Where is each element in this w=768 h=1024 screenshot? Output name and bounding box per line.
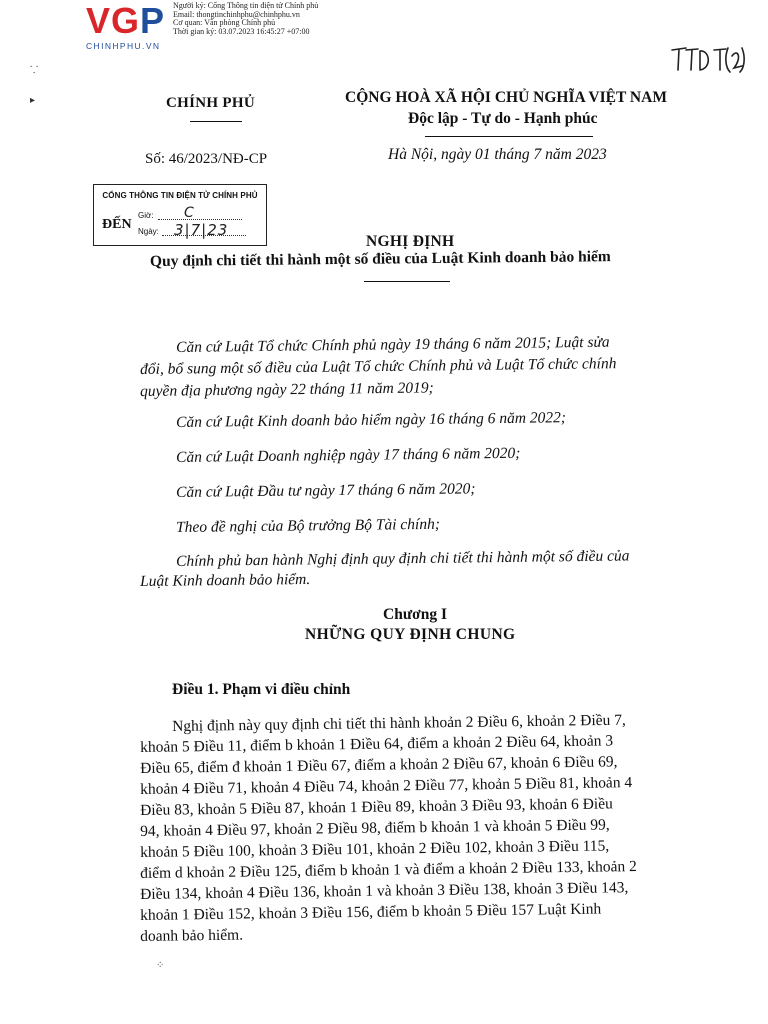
article-title: Điều 1. Phạm vi điều chỉnh [172,681,351,698]
stamp-time-value: C [184,205,194,221]
chapter-label: Chương I [383,606,447,623]
vgp-logo-letters [86,0,181,41]
article-line: Điều 83, khoản 5 Điều 87, khoản 1 Điều 89, khoản 3 Điều 93, khoản 6 Điều [140,795,613,819]
decree-subtitle: Quy định chi tiết thi hành một số điều của Luật Kinh doanh bảo hiểm [149,248,611,270]
place-date: Hà Nội, ngày 01 tháng 7 năm 2023 [388,146,607,163]
basis-line: Luật Kinh doanh bảo hiểm. [140,570,311,590]
stamp-time-dots [158,219,242,220]
article-line: khoản 1 Điều 152, khoản 3 Điều 156, điểm b khoản 5 Điều 157 Luật Kinh [140,900,602,924]
basis-line: Theo đề nghị của Bộ trưởng Bộ Tài chính; [176,515,441,536]
issuer-underline [190,121,242,122]
handwritten-note [668,40,748,80]
article-line: doanh bảo hiểm. [140,926,244,945]
margin-mark: ⸪ [30,65,39,76]
signature-line: Người ký: Cổng Thông tin điện tử Chính phủ [173,1,319,10]
logo-site-text: CHINHPHU.VN [86,41,161,51]
logo-letter-v: V [86,0,112,41]
document-number: Số: 46/2023/NĐ-CP [145,151,268,167]
logo-letter-g: G [111,0,141,41]
basis-line: quyền địa phương ngày 22 tháng 11 năm 2019; [140,379,434,400]
article-line: Điều 65, điểm đ khoản 1 Điều 67, điểm a khoản 2 Điều 67, khoản 6 Điều 69, [140,753,618,777]
country-name: CỘNG HOÀ XÃ HỘI CHỦ NGHĨA VIỆT NAM [345,89,667,106]
basis-line: Căn cứ Luật Kinh doanh bảo hiểm ngày 16 tháng 6 năm 2022; [176,409,567,431]
article-line: khoản 4 Điều 71, khoản 4 Điều 74, khoản 2 Điều 77, khoản 5 Điều 81, khoản 4 [140,774,633,798]
stamp-title: CỔNG THÔNG TIN ĐIỆN TỬ CHÍNH PHỦ [102,191,258,200]
issuer-name: CHÍNH PHỦ [166,95,255,111]
signature-line: Thời gian ký: 03.07.2023 16:45:27 +07:00 [173,26,310,36]
signature-line: Cơ quan: Văn phòng Chính phủ [173,18,276,28]
stamp-date-value: 3|7|23 [174,221,229,239]
national-motto: Độc lập - Tự do - Hạnh phúc [408,110,598,127]
article-line: điểm d khoản 2 Điều 125, điểm b khoản 1 và điểm a khoản 2 Điều 133, khoản 2 [140,858,637,882]
article-line: khoản 5 Điều 100, khoản 3 Điều 101, khoản 2 Điều 102, khoản 3 Điều 115, [140,837,610,861]
margin-mark: ⁘ [156,960,165,971]
logo-letter-p: P [140,0,166,41]
margin-mark: ▸ [30,95,36,106]
article-line: khoản 5 Điều 11, điểm b khoản 1 Điều 64, điểm a khoản 2 Điều 64, khoản 3 [140,732,614,756]
stamp-time-label: Giờ: [138,211,154,220]
decree-underline [364,281,450,282]
article-line: Nghị định này quy định chi tiết thi hành khoản 2 Điều 6, khoản 2 Điều 7, [172,711,626,735]
basis-line: Căn cứ Luật Tổ chức Chính phủ ngày 19 tháng 6 năm 2015; Luật sửa [176,333,610,356]
signature-line: Email: thongtinchinhphu@chinhphu.vn [173,9,300,19]
stamp-body [102,207,262,243]
basis-line: Căn cứ Luật Doanh nghiệp ngày 17 tháng 6 năm 2020; [176,444,521,466]
article-line: Điều 134, khoản 4 Điều 136, khoản 1 và khoản 3 Điều 138, khoản 3 Điều 143, [140,879,629,903]
chapter-title: NHỮNG QUY ĐỊNH CHUNG [305,626,516,643]
stamp-date-label: Ngày: [138,227,159,236]
motto-underline [425,136,593,137]
article-line: 94, khoản 4 Điều 97, khoản 2 Điều 98, điểm b khoản 1 và khoản 5 Điều 99, [140,816,610,840]
stamp-den-label: ĐẾN [102,217,132,232]
basis-line: đổi, bổ sung một số điều của Luật Tổ chức Chính phủ và Luật Tổ chức chính [140,355,617,378]
vgp-logo [86,0,181,53]
basis-line: Căn cứ Luật Đầu tư ngày 17 tháng 6 năm 2020; [176,480,476,501]
decree-title: NGHỊ ĐỊNH [366,233,455,250]
received-stamp [93,184,267,246]
digital-signature-info [173,2,318,36]
basis-line: Chính phủ ban hành Nghị định quy định chi tiết thi hành một số điều của [176,547,630,570]
